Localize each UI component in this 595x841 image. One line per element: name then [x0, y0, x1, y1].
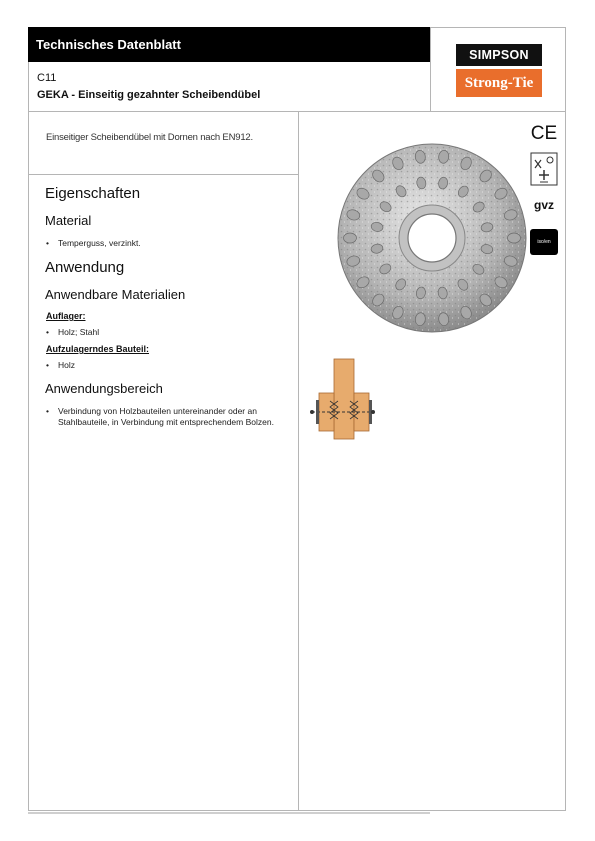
- svg-text:CE: CE: [530, 123, 558, 142]
- application-diagram: [308, 357, 376, 441]
- dowel-disc-image: [334, 140, 530, 336]
- logo-simpson: SIMPSON: [456, 44, 542, 66]
- disc-tooth: [344, 233, 357, 243]
- intro-text: Einseitiger Scheibendübel mit Dornen nach EN912.: [46, 132, 253, 143]
- footer-line: [28, 812, 430, 814]
- divider: [28, 174, 298, 175]
- heading-anwendungsbereich: Anwendungsbereich: [45, 381, 163, 396]
- logo-strongtie: Strong-Tie: [456, 69, 542, 97]
- heading-material: Material: [45, 213, 92, 228]
- column-divider: [298, 112, 299, 811]
- disc-tooth: [508, 233, 521, 243]
- label-bauteil: Aufzulagerndes Bauteil:: [46, 344, 150, 354]
- gvz-icon: [530, 196, 558, 214]
- heading-anwendbare-materialien: Anwendbare Materialien: [45, 287, 186, 302]
- certification-icon: iso/en: [530, 229, 558, 255]
- svg-text:gvz: gvz: [533, 198, 555, 212]
- heading-anwendung: Anwendung: [45, 259, 125, 276]
- treated-wood-icon: [530, 152, 558, 186]
- product-code: C11: [37, 72, 57, 84]
- divider: [28, 111, 566, 112]
- heading-eigenschaften: Eigenschaften: [45, 185, 141, 202]
- page-title: Technisches Datenblatt: [36, 37, 181, 52]
- ce-mark-icon: [530, 122, 558, 142]
- label-auflager: Auflager:: [46, 311, 86, 321]
- product-name: GEKA - Einseitig gezahnter Scheibendübel: [37, 89, 261, 101]
